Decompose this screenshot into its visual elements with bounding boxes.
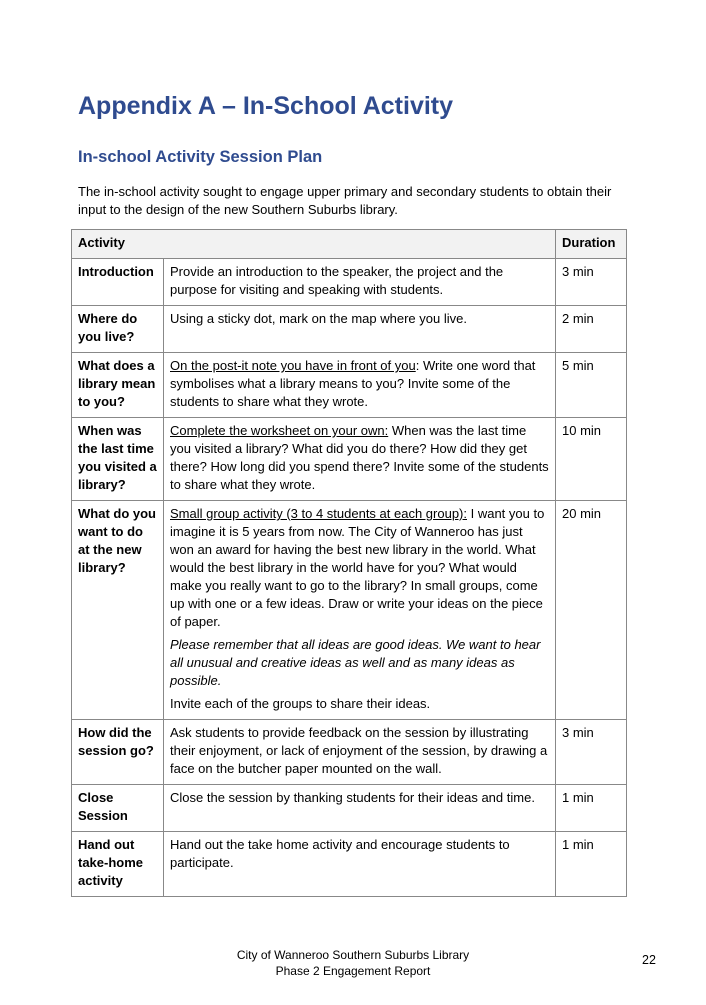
italic-note: Please remember that all ideas are good ideas. We want to hear all unusual and creative ideas as well and as many ideas as possible. [170,637,541,688]
description-text: Hand out the take home activity and encourage students to participate. [170,837,510,870]
description-text: I want you to imagine it is 5 years from now. The City of Wanneroo has just won an award for having the best new library in the world. What would the best library in the world have for you? What would make you really want to go to the library? In small groups, come up with one or a few ideas. Draw or write your ideas on the piece of paper. [170,506,545,629]
description-text: When was the last time you visited a library? What did you do there? How did they get there? How long did you spend there? Invite some of the students to share what they wrote. [170,423,549,492]
description-text: : Write one word that symbolises what a library means to you? Invite some of the students to share what they wrote. [170,358,536,409]
activity-description [164,785,556,832]
activity-name: How did the session go? [72,720,164,785]
activity-description [164,259,556,306]
table-row [72,832,627,897]
header-duration: Duration [556,230,627,259]
activity-description [164,720,556,785]
description-paragraph [170,724,549,778]
activity-duration: 20 min [556,501,627,720]
description-paragraph [170,789,549,807]
activity-duration: 1 min [556,832,627,897]
activity-duration: 10 min [556,418,627,501]
description-paragraph [170,357,549,411]
table-row [72,353,627,418]
activity-duration: 1 min [556,785,627,832]
header-activity: Activity [72,230,556,259]
footer-line-2: Phase 2 Engagement Report [275,964,431,978]
page-title: Appendix A – In-School Activity [78,92,454,120]
description-text: Using a sticky dot, mark on the map where you live. [170,311,467,326]
activity-name: Introduction [72,259,164,306]
table-row [72,501,627,720]
table-row [72,785,627,832]
description-paragraph [170,836,549,872]
activity-duration: 3 min [556,720,627,785]
description-text: Provide an introduction to the speaker, the project and the purpose for visiting and speaking with students. [170,264,504,297]
description-text: Ask students to provide feedback on the session by illustrating their enjoyment, or lack of enjoyment of the session, by drawing a face on the butcher paper mounted on the wall. [170,725,548,776]
extra-instruction: Invite each of the groups to share their ideas. [170,696,431,711]
table-row [72,720,627,785]
activity-name: Hand out take-home activity [72,832,164,897]
table-body [72,259,627,897]
task-instruction: Complete the worksheet on your own: [170,423,389,438]
session-plan-table [71,229,627,897]
footer [0,947,706,979]
activity-duration: 5 min [556,353,627,418]
activity-duration: 2 min [556,306,627,353]
table-row [72,418,627,501]
table-header-row [72,230,627,259]
footer-line-1: City of Wanneroo Southern Suburbs Library [236,948,470,962]
section-heading: In-school Activity Session Plan [78,148,323,166]
activity-description [164,353,556,418]
activity-name: When was the last time you visited a library? [72,418,164,501]
activity-name: Where do you live? [72,306,164,353]
table-row [72,306,627,353]
activity-description [164,418,556,501]
page-number: 22 [642,953,656,967]
activity-name: What do you want to do at the new library? [72,501,164,720]
activity-name: What does a library mean to you? [72,353,164,418]
activity-description [164,832,556,897]
activity-name: Close Session [72,785,164,832]
activity-duration: 3 min [556,259,627,306]
description-paragraph [170,505,549,631]
description-text: Close the session by thanking students for their ideas and time. [170,790,535,805]
description-paragraph [170,263,549,299]
activity-description [164,501,556,720]
description-paragraph [170,422,549,494]
task-instruction: On the post-it note you have in front of you [170,358,416,373]
activity-description [164,306,556,353]
description-paragraph [170,310,549,328]
task-instruction: Small group activity (3 to 4 students at each group): [170,506,467,521]
intro-paragraph: The in-school activity sought to engage upper primary and secondary students to obtain their input to the design of the new Southern Suburbs library. [78,184,612,217]
table-row [72,259,627,306]
